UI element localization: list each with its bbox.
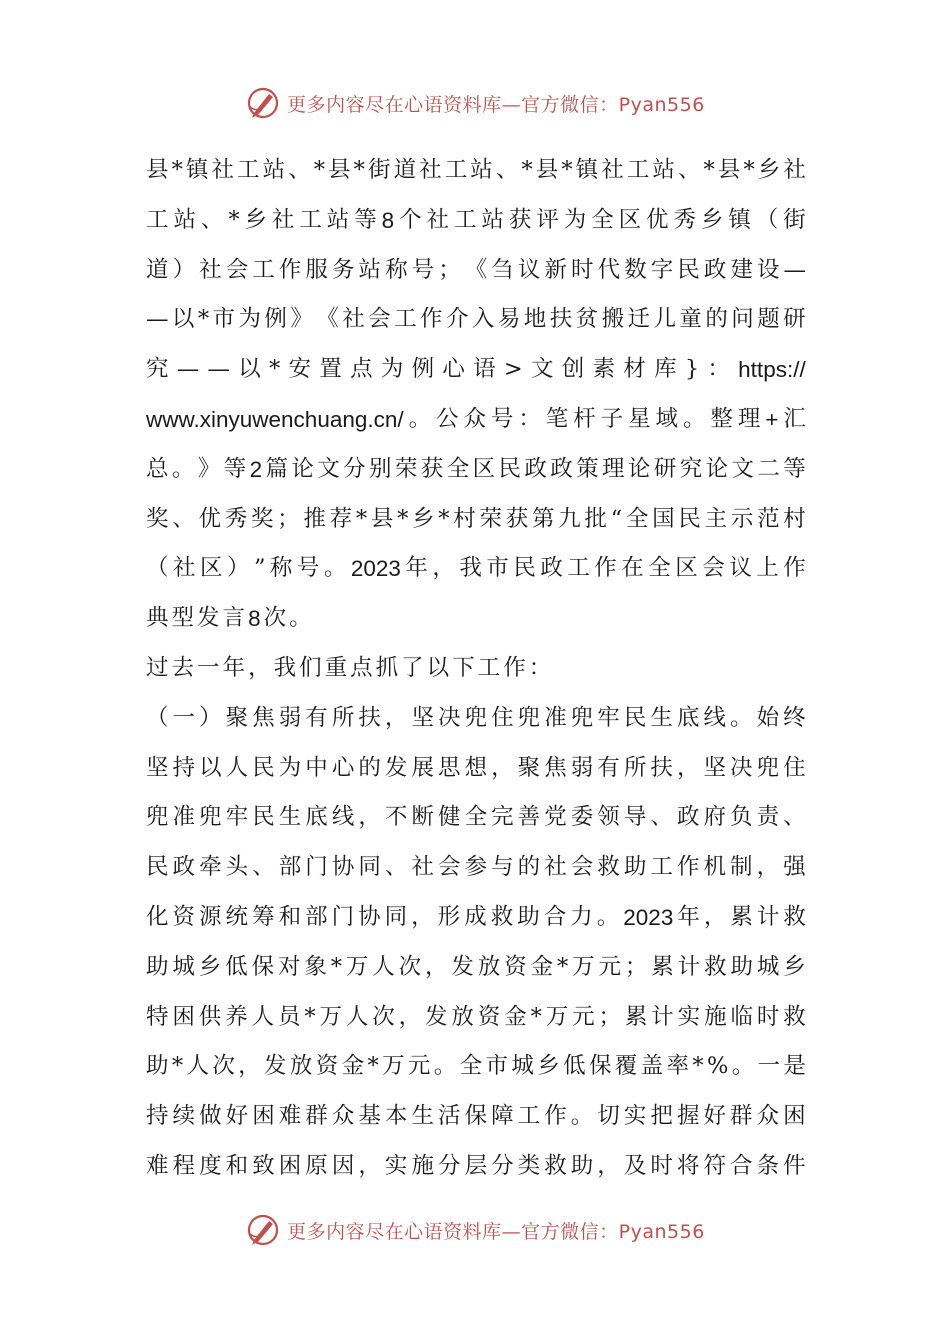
footer-banner	[0, 1210, 950, 1250]
text-line: 县 * 镇 社 工 站 、 * 县 * 街 道 社 工 站 、 * 县 * 镇 社 工 站 、 * 县 * 乡 社	[146, 157, 806, 183]
header-banner	[0, 83, 950, 123]
text-line: 总 。 》 等 2 篇 论 文 分 别 荣 获 全 区 民 政 政 策 理 论 研 究 论 文 二 等	[146, 455, 806, 482]
text-line: 过 去 一 年 ， 我 们 重 点 抓 了 以 下 工 作 ：	[146, 654, 555, 681]
text-line: 难 程 度 和 致 困 原 因 ， 实 施 分 层 分 类 救 助 ， 及 时 将 符 合 条 件	[146, 1152, 806, 1179]
text-line: 典 型 发 言 8 次 。	[146, 605, 315, 632]
text-line: www.xinyuwenchuang.cn/ 。 公 众 号 ： 笔 杆 子 星 域 。 整 理 + 汇	[146, 405, 806, 432]
text-line: 持 续 做 好 困 难 群 众 基 本 生 活 保 障 工 作 。 切 实 把 握 好 群 众 困	[146, 1103, 806, 1130]
text-line: — 以 * 市 为 例 》 《 社 会 工 作 介 入 易 地 扶 贫 搬 迁 儿 童 的 问 题 研	[146, 306, 806, 333]
document-body	[146, 146, 806, 1192]
text-line: （ 社 区 ） ” 称 号 。 2023 年 ， 我 市 民 政 工 作 在 全 区 会 议 上 作	[146, 555, 806, 582]
pen-logo-icon	[245, 85, 281, 121]
banner-text: 更多内容尽在心语资料库—官方微信：Pyan556	[287, 93, 705, 116]
text-line: 坚 持 以 人 民 为 中 心 的 发 展 思 想 ， 聚 焦 弱 有 所 扶 ， 坚 决 兜 住	[146, 754, 806, 781]
banner-text: 更多内容尽在心语资料库—官方微信：Pyan556	[287, 1220, 705, 1243]
text-line: 助 * 人 次 ， 发 放 资 金 * 万 元 。 全 市 城 乡 低 保 覆 盖 率 * % 。 一 是	[146, 1053, 806, 1080]
pen-logo-icon	[245, 1212, 281, 1248]
text-line: 特 困 供 养 人 员 * 万 人 次 ， 发 放 资 金 * 万 元 ； 累 计 实 施 临 时 救	[146, 1003, 806, 1030]
text-line: 民 政 牵 头 、 部 门 协 同 、 社 会 参 与 的 社 会 救 助 工 作 机 制 ， 强	[146, 854, 806, 881]
text-line: 化 资 源 统 筹 和 部 门 协 同 ， 形 成 救 助 合 力 。 2023 年 ， 累 计 救	[146, 903, 806, 930]
text-line: 究 — — 以 * 安 置 点 为 例 心 语 > 文 创 素 材 库 } ： https://	[146, 356, 806, 383]
text-line: （ 一 ） 聚 焦 弱 有 所 扶 ， 坚 决 兜 住 兜 准 兜 牢 民 生 底 线 。 始 终	[146, 704, 806, 731]
text-line: 道 ） 社 会 工 作 服 务 站 称 号 ； 《 刍 议 新 时 代 数 字 民 政 建 设 —	[146, 256, 806, 283]
text-line: 工 站 、 * 乡 社 工 站 等 8 个 社 工 站 获 评 为 全 区 优 秀 乡 镇 （ 街	[146, 206, 806, 233]
text-line: 奖 、 优 秀 奖 ； 推 荐 * 县 * 乡 * 村 荣 获 第 九 批 “ 全 国 民 主 示 范 村	[146, 505, 806, 532]
text-line: 助 城 乡 低 保 对 象 * 万 人 次 ， 发 放 资 金 * 万 元 ； 累 计 救 助 城 乡	[146, 953, 806, 980]
text-line: 兜 准 兜 牢 民 生 底 线 ， 不 断 健 全 完 善 党 委 领 导 、 政 府 负 责 、	[146, 804, 806, 831]
